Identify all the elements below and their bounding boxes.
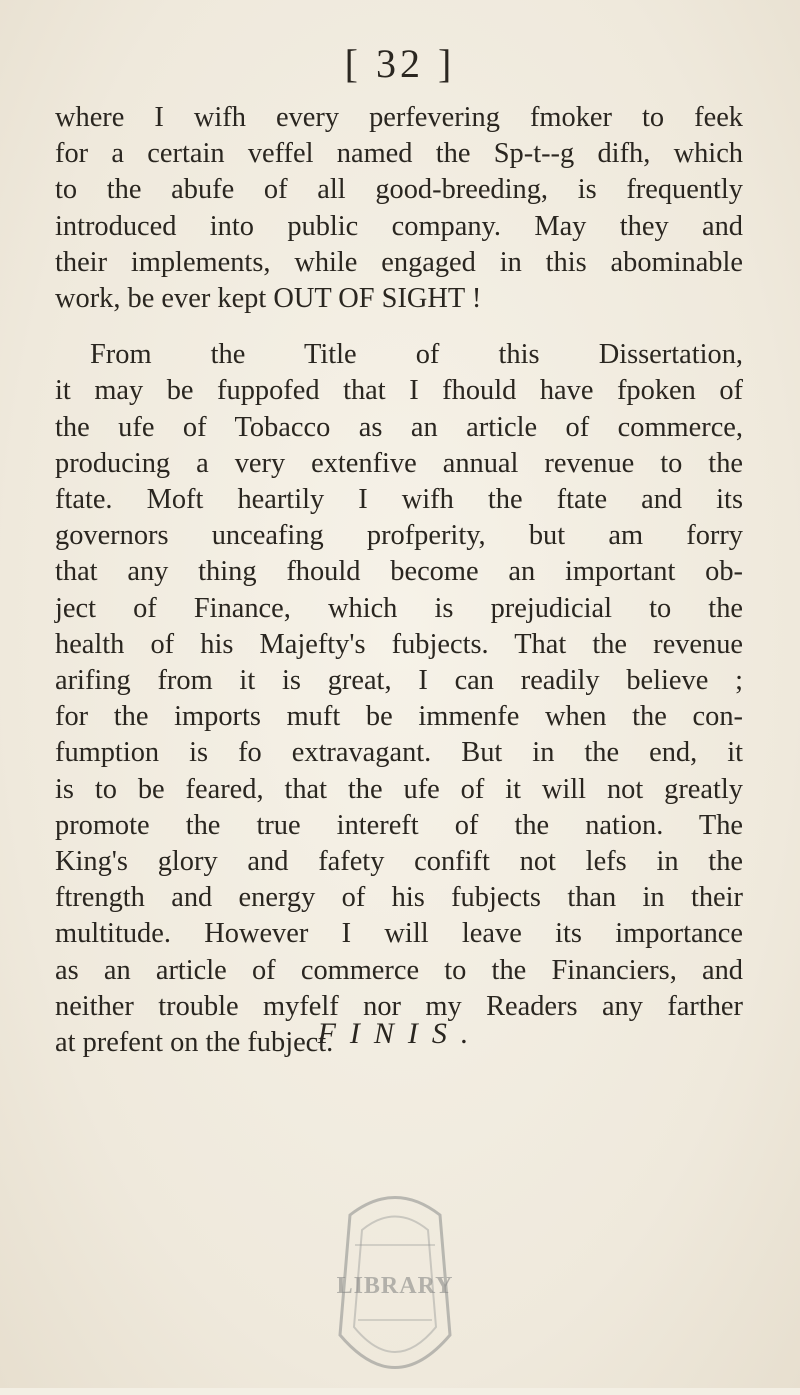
- text-line: ject of Finance, which is prejudicial to the: [55, 592, 743, 624]
- text-line: work, be ever kept OUT OF SIGHT !: [55, 283, 482, 315]
- text-line: health of his Majefty's fubjects. That the revenue: [55, 628, 743, 660]
- text-line: as an article of commerce to the Financiers, and: [55, 954, 743, 986]
- text-line: promote the true intereft of the nation. The: [55, 809, 743, 841]
- library-stamp: [310, 1185, 480, 1395]
- text-line: is to be feared, that the ufe of it will not greatly: [55, 773, 743, 805]
- text-line: multitude. However I will leave its importance: [55, 918, 743, 950]
- text-line: it may be fuppofed that I fhould have fpoken of: [55, 375, 743, 407]
- text-line: producing a very extenfive annual revenue to the: [55, 447, 743, 479]
- text-line: neither trouble myfelf nor my Readers any farther: [55, 990, 743, 1022]
- page-number: [ 32 ]: [344, 41, 456, 86]
- text-line: that any thing fhould become an important ob-: [55, 556, 743, 588]
- text-line: at prefent on the fubject.: [55, 1027, 334, 1059]
- text-line: for a certain veffel named the Sp-t--g difh, which: [55, 138, 743, 170]
- text-line: fumption is fo extravagant. But in the end, it: [55, 737, 743, 769]
- stamp-text: LIBRARY: [336, 1273, 454, 1299]
- text-line: From the Title of this Dissertation,: [90, 339, 743, 371]
- finis-text: FINIS.: [317, 1017, 483, 1050]
- body-text: [55, 100, 743, 1061]
- text-line: for the imports muft be immenfe when the con-: [55, 701, 743, 733]
- text-line: where I wifh every perfevering fmoker to feek: [55, 102, 743, 133]
- paragraph-1: [55, 100, 743, 317]
- text-line: to the abufe of all good-breeding, is frequently: [55, 174, 743, 206]
- text-line: introduced into public company. May they and: [55, 210, 743, 242]
- text-line: arifing from it is great, I can readily believe ;: [55, 665, 743, 697]
- text-line: King's glory and fafety confift not lefs in the: [55, 846, 743, 878]
- paragraph-2: [55, 337, 743, 1061]
- text-line: their implements, while engaged in this abominable: [55, 246, 743, 278]
- text-line: the ufe of Tobacco as an article of commerce,: [55, 411, 743, 443]
- text-line: ftate. Moft heartily I wifh the ftate and its: [55, 484, 743, 516]
- text-line: ftrength and energy of his fubjects than in their: [55, 882, 743, 914]
- text-line: governors unceafing profperity, but am forry: [55, 520, 743, 552]
